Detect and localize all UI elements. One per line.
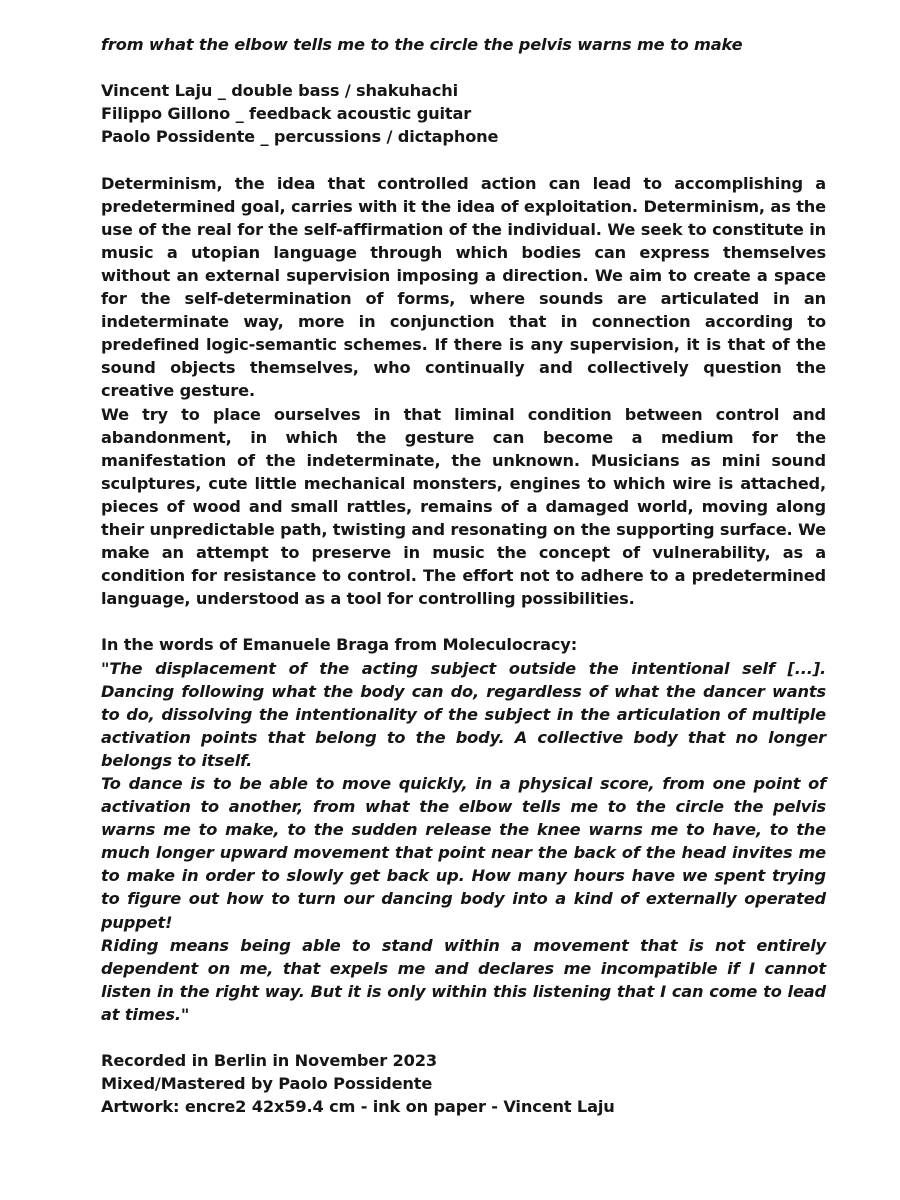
credit-line: Filippo Gillono _ feedback acoustic guitar (101, 104, 472, 124)
mastering-line: Mixed/Mastered by Paolo Possidente (101, 1074, 433, 1094)
statement-paragraph: Determinism, the idea that controlled action can lead to accomplishing a predetermined goal, carries with it the idea of exploitation. Determinism, as the use of the real for the self-affirmation of the individual. We seek to constitute in music a utopian language through which bodies can express themselves without an external supervision imposing a direction. We aim to create a space for the self-determination of forms, where sounds are articulated in an indeterminate way, more in conjunction that in connection according to predefined logic-semantic schemes. If there is any supervision, it is that of the sound objects themselves, who continually and collectively question the creative gesture. (101, 173, 826, 401)
album-title: from what the elbow tells me to the circle the pelvis warns me to make (101, 35, 743, 54)
quote-paragraph: "The displacement of the acting subject outside the intentional self [...]. Dancing following what the body can do, regardless of what the dancer wants to do, dissolving the intentionality of the subject in the articulation of multiple activation points that belong to the body. A collective body that no longer belongs to itself. (101, 658, 826, 770)
spacer (101, 1026, 826, 1049)
recording-info (101, 1049, 826, 1118)
musician-credits (101, 79, 826, 148)
recording-line: Recorded in Berlin in November 2023 (101, 1051, 437, 1071)
statement-paragraph: We try to place ourselves in that liminal condition between control and abandonment, in which the gesture can become a medium for the manifestation of the indeterminate, the unknown. Musicians as mini sound sculptures, cute little mechanical monsters, engines to which wire is attached, pieces of wood and small rattles, remains of a damaged world, moving along their unpredictable path, twisting and resonating on the supporting surface. We make an attempt to preserve in music the concept of vulnerability, as a condition for resistance to control. The effort not to adhere to a predetermined language, understood as a tool for controlling possibilities. (101, 404, 826, 609)
spacer (101, 610, 826, 633)
quote-paragraph: To dance is to be able to move quickly, in a physical score, from one point of activation to another, from what the elbow tells me to the circle the pelvis warns me to make, to the sudden release the knee warns me to have, to the much longer upward movement that point near the back of the head invites me to make in order to slowly get back up. How many hours have we spent trying to figure out how to turn our dancing body into a kind of externally operated puppet! (101, 774, 826, 932)
credit-line: Paolo Possidente _ percussions / dictaphone (101, 127, 499, 147)
credit-line: Vincent Laju _ double bass / shakuhachi (101, 81, 459, 101)
artwork-line: Artwork: encre2 42x59.4 cm - ink on paper - Vincent Laju (101, 1097, 615, 1117)
quote-intro: In the words of Emanuele Braga from Moleculocracy: (101, 635, 578, 655)
quote-paragraph: Riding means being able to stand within a movement that is not entirely dependent on me, that expels me and declares me incompatible if I cannot listen in the right way. But it is only within this listening that I can come to lead at times." (101, 935, 826, 1024)
liner-notes-page (101, 33, 826, 1118)
